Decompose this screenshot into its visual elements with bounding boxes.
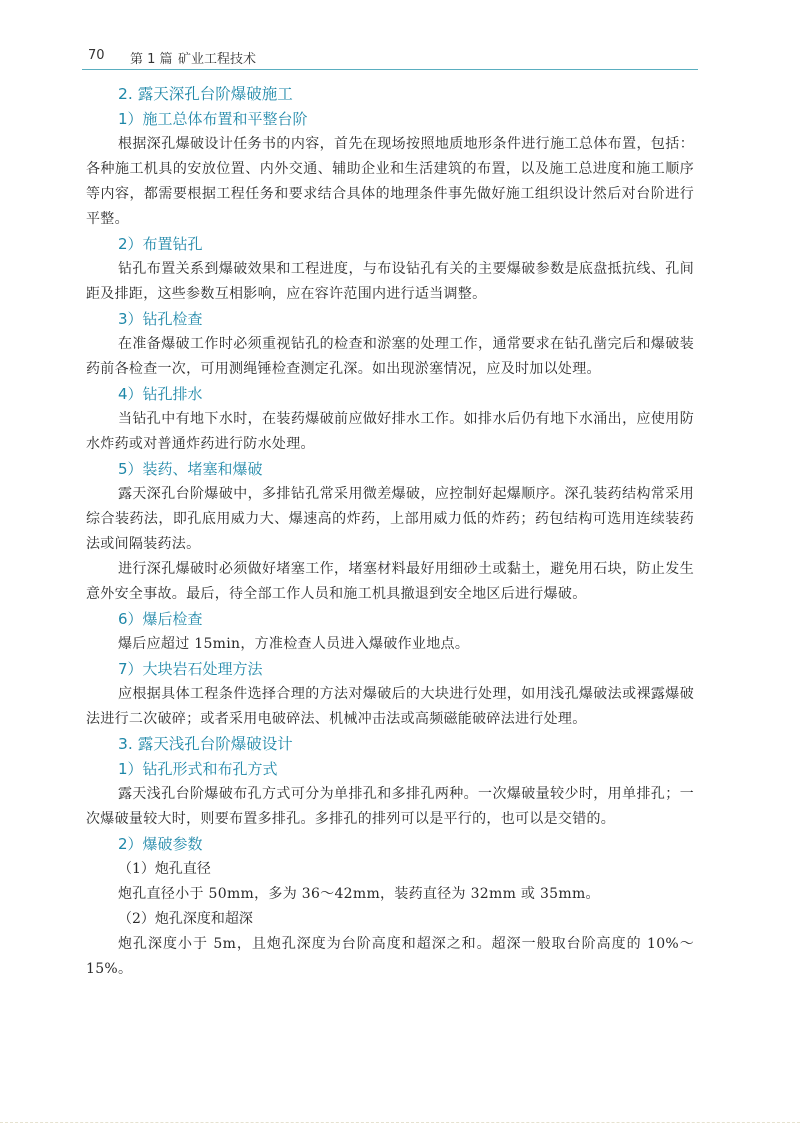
subsection-heading: 1）施工总体布置和平整台阶 — [118, 110, 308, 128]
page-header — [88, 46, 698, 70]
subsection-heading: 2）爆破参数 — [118, 835, 203, 853]
part-label: 第 1 篇 — [130, 52, 173, 67]
paragraph: 露天深孔台阶爆破中，多排钻孔常采用微差爆破，应控制好起爆顺序。深孔装药结构常采用综合装药法，即孔底用威力大、爆速高的炸药，上部用威力低的炸药；药包结构可选用连续装药法或间隔装药法。 — [86, 486, 694, 552]
paragraph: 爆后应超过 15min，方准检查人员进入爆破作业地点。 — [118, 636, 470, 652]
section-heading: 3. 露天浅孔台阶爆破设计 — [118, 735, 293, 753]
subsection-heading: 1）钻孔形式和布孔方式 — [118, 760, 278, 778]
page-number: 70 — [88, 48, 105, 63]
subsection-heading: 6）爆后检查 — [118, 610, 203, 628]
item-heading: （1）炮孔直径 — [118, 861, 211, 877]
paragraph: 应根据具体工程条件选择合理的方法对爆破后的大块进行处理，如用浅孔爆破法或裸露爆破法进行二次破碎；或者采用电破碎法、机械冲击法或高频磁能破碎法进行处理。 — [86, 686, 694, 727]
paragraph: 当钻孔中有地下水时，在装药爆破前应做好排水工作。如排水后仍有地下水涌出，应使用防水炸药或对普通炸药进行防水处理。 — [86, 411, 694, 452]
subsection-heading: 2）布置钻孔 — [118, 235, 203, 253]
page-bottom-edge — [0, 1122, 800, 1123]
paragraph: 进行深孔爆破时必须做好堵塞工作，堵塞材料最好用细砂土或黏土，避免用石块，防止发生意外安全事故。最后，待全部工作人员和施工机具撤退到安全地区后进行爆破。 — [86, 561, 694, 602]
subsection-heading: 3）钻孔检查 — [118, 310, 203, 328]
subsection-heading: 5）装药、堵塞和爆破 — [118, 460, 263, 478]
page-body — [86, 82, 694, 982]
book-title: 矿业工程技术 — [178, 52, 257, 67]
subsection-heading: 7）大块岩石处理方法 — [118, 660, 263, 678]
header-rule — [82, 69, 698, 70]
paragraph: 根据深孔爆破设计任务书的内容，首先在现场按照地质地形条件进行施工总体布置，包括：各种施工机具的安放位置、内外交通、辅助企业和生活建筑的布置，以及施工总进度和施工顺序等内容，都需要根据工程任务和要求结合具体的地理条件事先做好施工组织设计然后对台阶进行平整。 — [86, 136, 694, 227]
paragraph: 露天浅孔台阶爆破布孔方式可分为单排孔和多排孔两种。一次爆破量较少时，用单排孔；一次爆破量较大时，则要布置多排孔。多排孔的排列可以是平行的，也可以是交错的。 — [86, 786, 694, 827]
item-heading: （2）炮孔深度和超深 — [118, 911, 253, 927]
paragraph: 炮孔深度小于 5m，且炮孔深度为台阶高度和超深之和。超深一般取台阶高度的 10%～15%。 — [86, 936, 694, 977]
paragraph: 在准备爆破工作时必须重视钻孔的检查和淤塞的处理工作，通常要求在钻孔凿完后和爆破装药前各检查一次，可用测绳锤检查测定孔深。如出现淤塞情况，应及时加以处理。 — [86, 336, 694, 377]
paragraph: 炮孔直径小于 50mm，多为 36～42mm，装药直径为 32mm 或 35mm。 — [118, 886, 600, 902]
subsection-heading: 4）钻孔排水 — [118, 385, 203, 403]
section-heading: 2. 露天深孔台阶爆破施工 — [118, 85, 293, 103]
paragraph: 钻孔布置关系到爆破效果和工程进度，与布设钻孔有关的主要爆破参数是底盘抵抗线、孔间距及排距，这些参数互相影响，应在容许范围内进行适当调整。 — [86, 261, 694, 302]
